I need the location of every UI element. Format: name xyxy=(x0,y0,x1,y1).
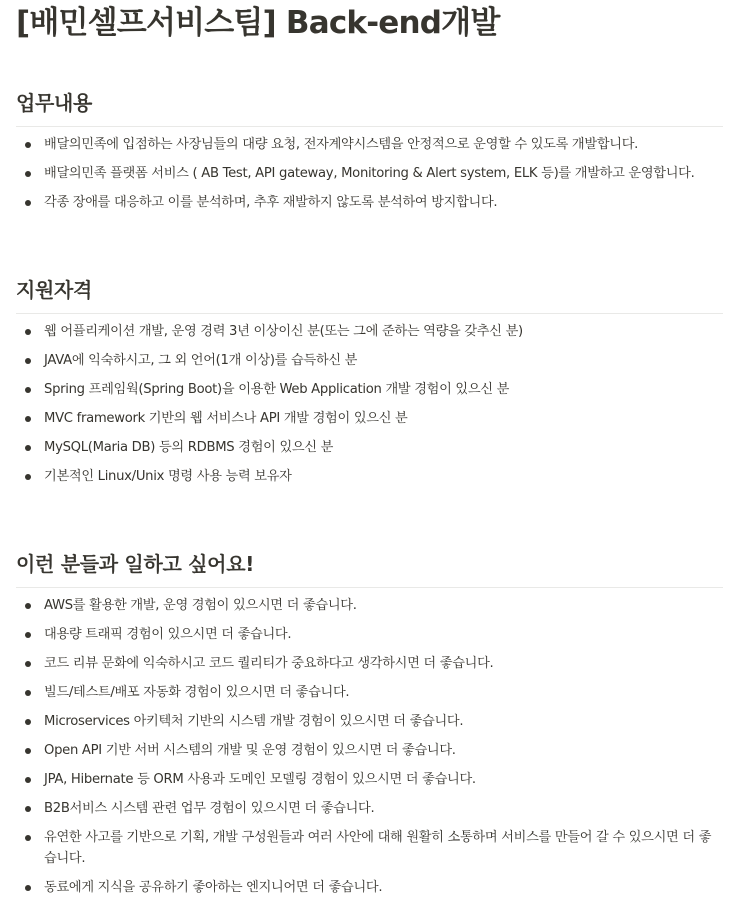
bullet-icon xyxy=(25,661,31,667)
bullet-icon xyxy=(25,387,31,393)
section-divider xyxy=(16,126,723,127)
bullet-list xyxy=(16,134,723,213)
bullet-icon xyxy=(25,445,31,451)
bullet-icon xyxy=(25,777,31,783)
list-item-text: MVC framework 기반의 웹 서비스나 API 개발 경험이 있으신 분 xyxy=(44,411,408,426)
list-item xyxy=(16,682,723,703)
bullet-icon xyxy=(25,358,31,364)
list-item-text: 웹 어플리케이션 개발, 운영 경력 3년 이상이신 분(또는 그에 준하는 역량을 갖추신 분) xyxy=(44,324,523,339)
bullet-icon xyxy=(25,142,31,148)
list-item xyxy=(16,769,723,790)
list-item-text: B2B서비스 시스템 관련 업무 경험이 있으시면 더 좋습니다. xyxy=(44,801,375,816)
section-divider xyxy=(16,587,723,588)
list-item xyxy=(16,827,723,869)
section-qualifications xyxy=(16,275,723,495)
bullet-icon xyxy=(25,885,31,891)
bullet-icon xyxy=(25,690,31,696)
page-title: [배민셀프서비스팀] Back-end개발 xyxy=(16,5,500,41)
list-item-text: 대용량 트래픽 경험이 있으시면 더 좋습니다. xyxy=(44,627,292,642)
bullet-list xyxy=(16,321,723,487)
bullet-icon xyxy=(25,200,31,206)
bullet-icon xyxy=(25,416,31,422)
section-heading: 업무내용 xyxy=(16,91,93,115)
list-item xyxy=(16,711,723,732)
list-item-text: MySQL(Maria DB) 등의 RDBMS 경험이 있으신 분 xyxy=(44,440,334,455)
list-item xyxy=(16,466,723,487)
list-item xyxy=(16,877,723,898)
list-item-text: 기본적인 Linux/Unix 명령 사용 능력 보유자 xyxy=(44,469,292,484)
list-item xyxy=(16,321,723,342)
list-item-text: JPA, Hibernate 등 ORM 사용과 도메인 모델링 경험이 있으시면 더 좋습니다. xyxy=(44,772,476,787)
list-item-text: AWS를 활용한 개발, 운영 경험이 있으시면 더 좋습니다. xyxy=(44,598,357,613)
list-item xyxy=(16,192,723,213)
bullet-icon xyxy=(25,835,31,841)
bullet-icon xyxy=(25,719,31,725)
list-item-text: 동료에게 지식을 공유하기 좋아하는 엔지니어면 더 좋습니다. xyxy=(44,880,383,895)
list-item xyxy=(16,595,723,616)
list-item-text: Open API 기반 서버 시스템의 개발 및 운영 경험이 있으시면 더 좋습니다. xyxy=(44,743,456,758)
bullet-icon xyxy=(25,632,31,638)
list-item xyxy=(16,350,723,371)
list-item xyxy=(16,408,723,429)
bullet-icon xyxy=(25,171,31,177)
bullet-icon xyxy=(25,603,31,609)
section-heading: 지원자격 xyxy=(16,278,93,302)
list-item-text: 유연한 사고를 기반으로 기획, 개발 구성원들과 여러 사안에 대해 원활히 소통하며 서비스를 만들어 갈 수 있으시면 더 좋습니다. xyxy=(44,830,712,866)
list-item xyxy=(16,163,723,184)
list-item-text: 배달의민족에 입점하는 사장님들의 대량 요청, 전자계약시스템을 안정적으로 운영할 수 있도록 개발합니다. xyxy=(44,137,639,152)
bullet-icon xyxy=(25,329,31,335)
list-item xyxy=(16,379,723,400)
list-item-text: JAVA에 익숙하시고, 그 외 언어(1개 이상)를 습득하신 분 xyxy=(44,353,358,368)
bullet-icon xyxy=(25,806,31,812)
section-duties xyxy=(16,88,723,221)
list-item xyxy=(16,653,723,674)
list-item xyxy=(16,437,723,458)
bullet-icon xyxy=(25,748,31,754)
list-item-text: 배달의민족 플랫폼 서비스 ( AB Test, API gateway, Monitoring & Alert system, ELK 등)를 개발하고 운영합니다. xyxy=(44,166,695,181)
list-item xyxy=(16,624,723,645)
list-item xyxy=(16,798,723,819)
bullet-icon xyxy=(25,474,31,480)
section-heading: 이런 분들과 일하고 싶어요! xyxy=(16,552,255,576)
document-page xyxy=(16,0,723,895)
list-item-text: 코드 리뷰 문화에 익숙하시고 코드 퀄리티가 중요하다고 생각하시면 더 좋습니다. xyxy=(44,656,494,671)
list-item xyxy=(16,740,723,761)
list-item-text: Spring 프레임웍(Spring Boot)을 이용한 Web Application 개발 경험이 있으신 분 xyxy=(44,382,510,397)
section-divider xyxy=(16,313,723,314)
bullet-list xyxy=(16,595,723,898)
list-item xyxy=(16,134,723,155)
list-item-text: Microservices 아키텍처 기반의 시스템 개발 경험이 있으시면 더 좋습니다. xyxy=(44,714,464,729)
list-item-text: 각종 장애를 대응하고 이를 분석하며, 추후 재발하지 않도록 분석하여 방지합니다. xyxy=(44,195,498,210)
list-item-text: 빌드/테스트/배포 자동화 경험이 있으시면 더 좋습니다. xyxy=(44,685,350,700)
section-preferred xyxy=(16,549,723,906)
